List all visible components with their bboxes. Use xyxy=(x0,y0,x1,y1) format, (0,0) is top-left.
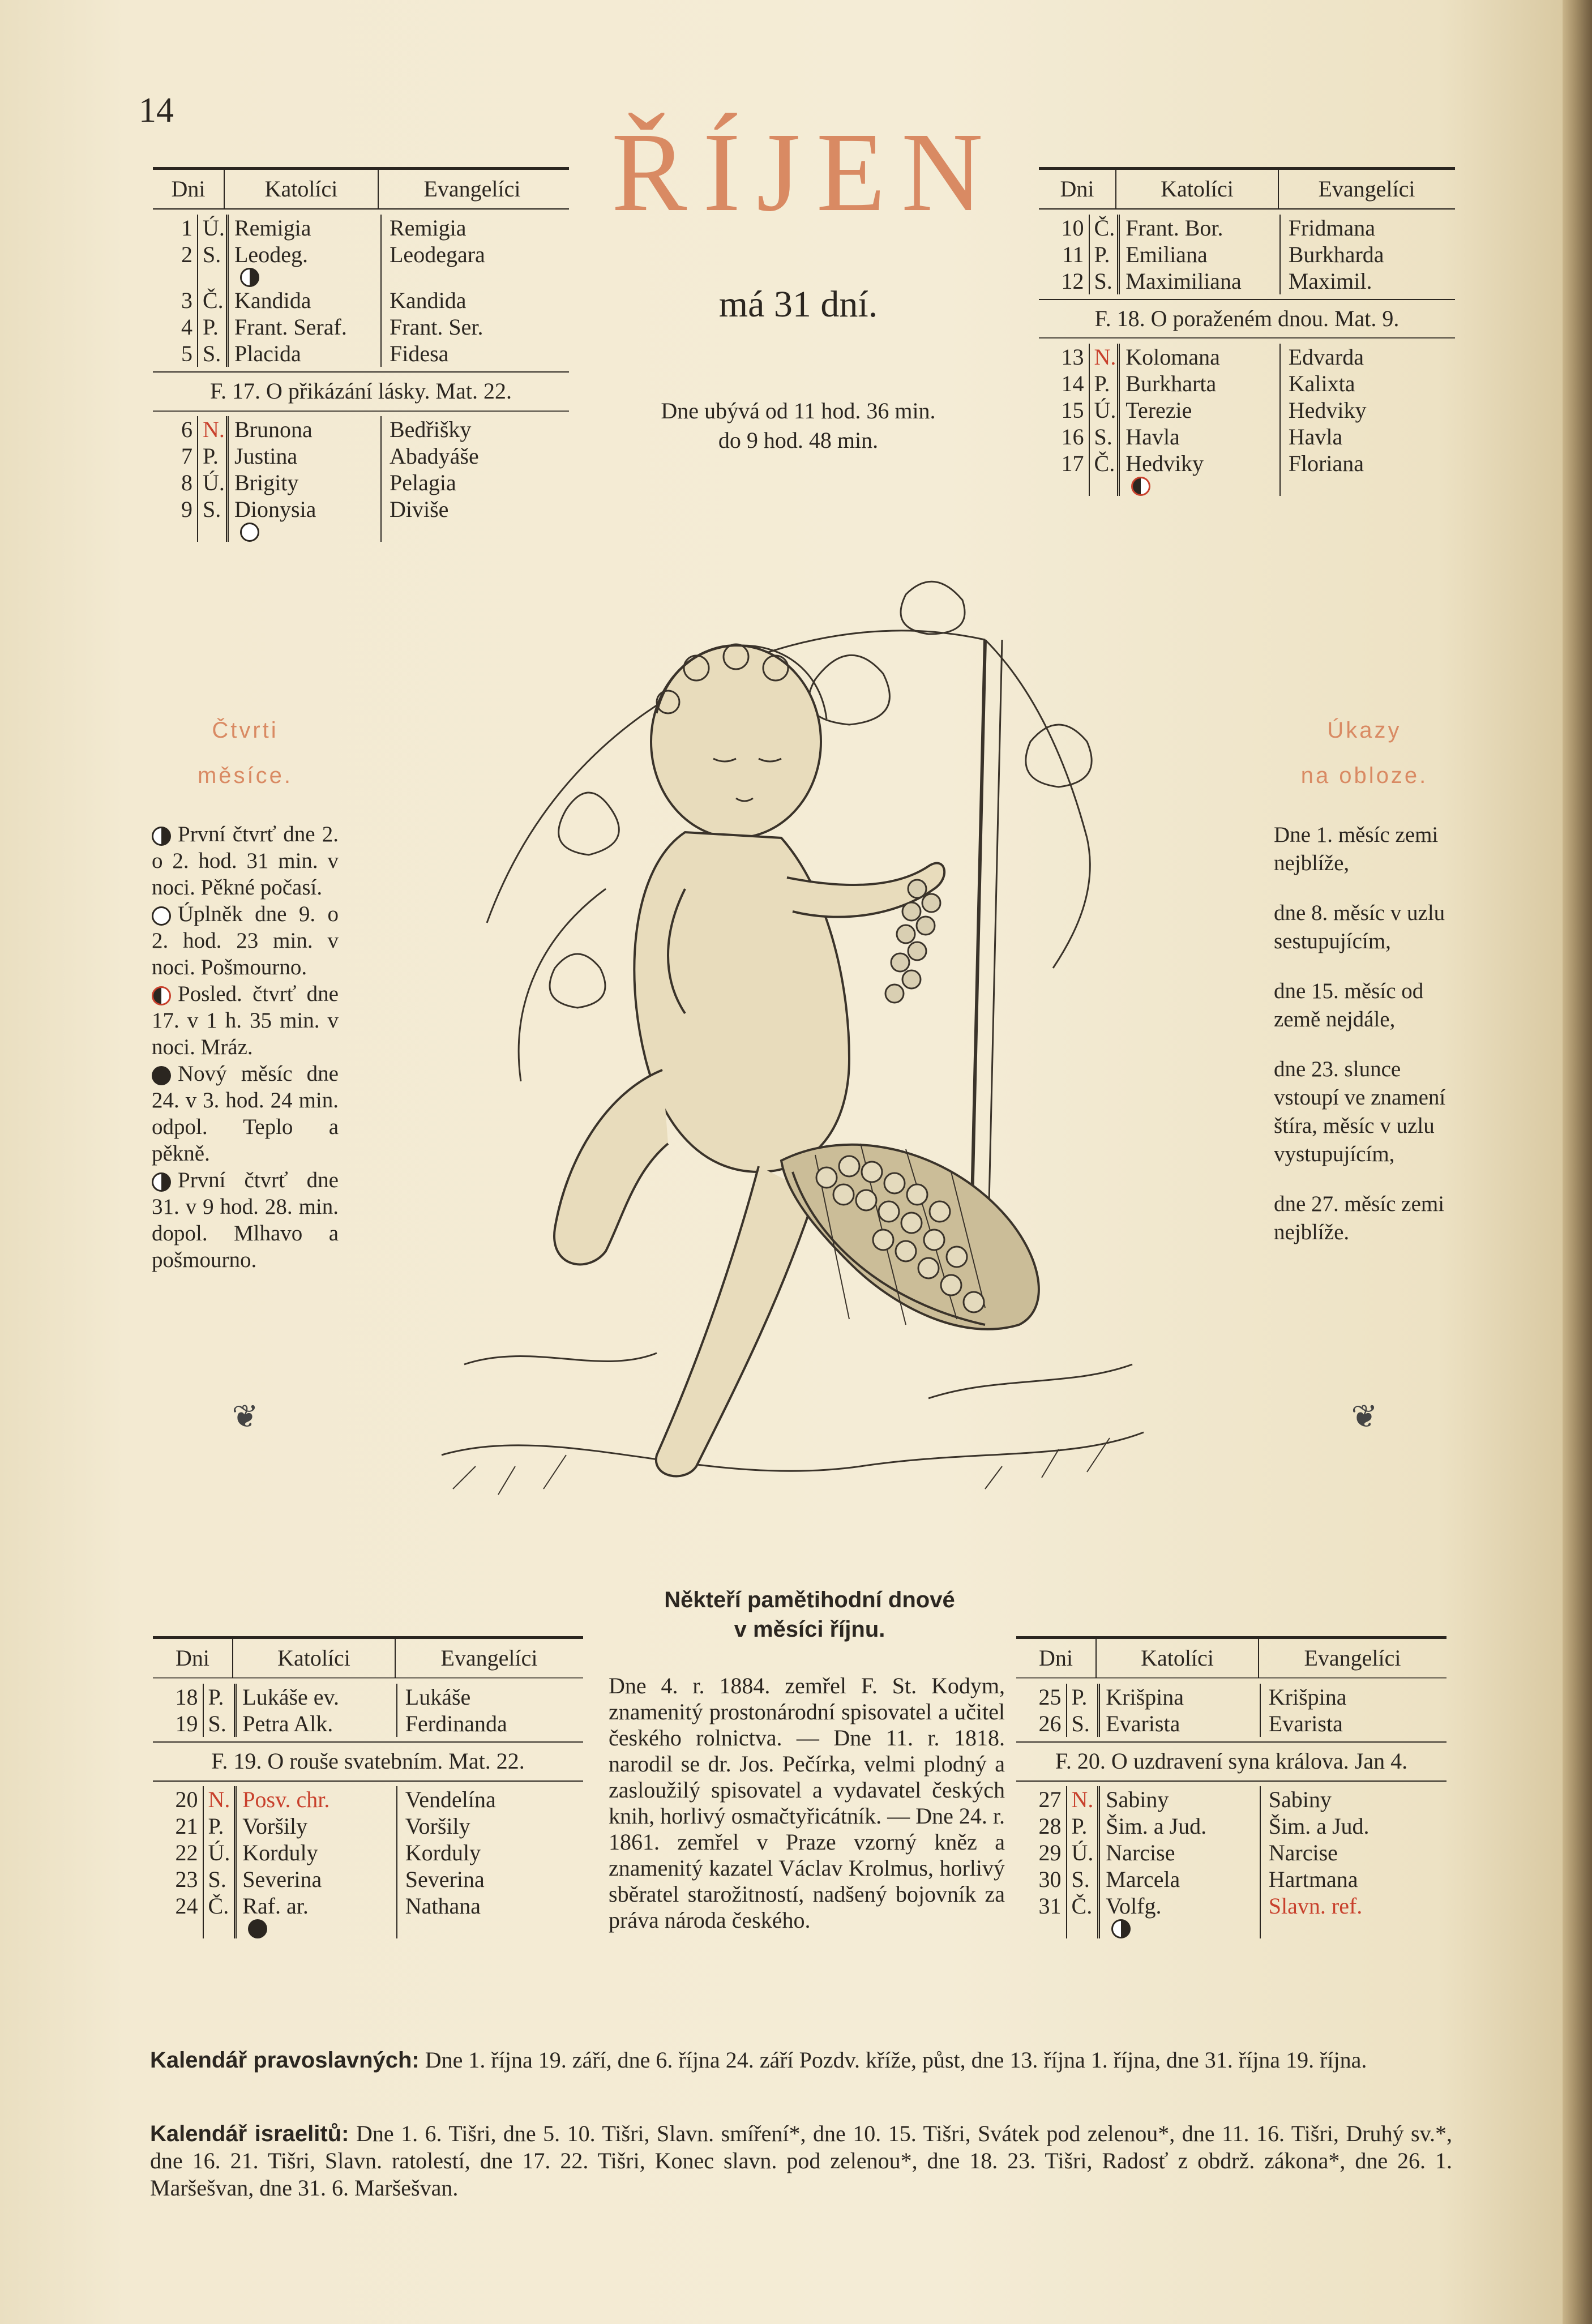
catholic-name: Hedviky xyxy=(1125,451,1204,476)
table-row xyxy=(1039,397,1455,423)
catholic-name-cell xyxy=(237,1866,397,1893)
day-length xyxy=(589,396,1008,455)
sunday-gospel: F. 19. O rouše svatebním. Mat. 22. xyxy=(153,1741,583,1782)
evangelical-name: Ferdinanda xyxy=(405,1711,507,1736)
table-row xyxy=(153,443,569,469)
day-number: 11 xyxy=(1062,242,1084,267)
table-rows xyxy=(1016,1679,1447,1741)
catholic-name: Narcise xyxy=(1106,1840,1175,1865)
moon-phase-text: První čtvrť dne 2. o 2. hod. 31 min. v noci. Pěkné počasí. xyxy=(152,822,339,900)
evangelical-name: Sabiny xyxy=(1268,1787,1332,1812)
weekday: P. xyxy=(203,1813,237,1839)
day-number: 14 xyxy=(1061,371,1084,396)
table-row xyxy=(1016,1893,1447,1938)
table-row xyxy=(153,1893,583,1938)
header-katolici: Katolíci xyxy=(1116,170,1279,208)
evangelical-name: Frant. Ser. xyxy=(390,314,483,340)
catholic-name-cell xyxy=(1100,1839,1260,1866)
table-row xyxy=(153,1786,583,1813)
weekday: S. xyxy=(203,1866,237,1893)
table-rows xyxy=(153,1782,583,1943)
day-length-line: Dne ubývá od 11 hod. 36 min. xyxy=(661,398,936,423)
weekday: S. xyxy=(1089,423,1120,450)
catholic-name-cell xyxy=(237,1684,397,1710)
catholic-name: Raf. ar. xyxy=(242,1893,309,1919)
table-row xyxy=(153,215,569,241)
day-number: 10 xyxy=(1061,215,1084,241)
memorable-days-title-line: Někteří pamětihodní dnové xyxy=(664,1587,955,1612)
moon-phases xyxy=(152,821,339,1273)
header-katolici: Katolíci xyxy=(225,170,379,208)
day-number: 6 xyxy=(181,417,192,442)
day-number: 30 xyxy=(1038,1867,1062,1892)
weekday: N. xyxy=(197,416,229,443)
day-number: 4 xyxy=(181,314,192,340)
table-row xyxy=(1039,450,1455,496)
day-number: 31 xyxy=(1038,1893,1062,1919)
full-moon-icon xyxy=(152,906,171,926)
memorable-days-text: Dne 4. r. 1884. zemřel F. St. Kodym, znamenitý prostonárodní spisovatel a učitel českého rolnictva. — Dne 11. r. 1818. narodil se dr. Jos. Pečírka, velmi plodný a zasloužilý spisovatel a vydavatel českých knih, horlivý osmačtyřicátník. — Dne 24. r. 1861. zemřel v Praze vzorný kněz a znamenitý kazatel Václav Krolmus, horlivý sběratel starožitností, nadšený bojovník za práva národa českého. xyxy=(609,1673,1005,1933)
weekday: S. xyxy=(1066,1710,1101,1737)
ornament-icon: ❦ xyxy=(1351,1399,1378,1435)
moon-phase-entry xyxy=(152,1060,339,1167)
header-dni: Dni xyxy=(153,1639,233,1677)
table-row xyxy=(153,496,569,542)
day-number: 28 xyxy=(1038,1813,1062,1839)
catholic-name-cell xyxy=(237,1786,397,1813)
catholic-name-cell xyxy=(229,469,382,496)
catholic-name-cell xyxy=(237,1813,397,1839)
month-title: ŘÍJEN xyxy=(611,110,999,235)
weekday: S. xyxy=(197,241,229,287)
evangelical-name: Hedviky xyxy=(1288,397,1367,423)
day-number: 25 xyxy=(1038,1684,1062,1710)
table-row xyxy=(153,416,569,443)
catholic-name-cell xyxy=(1100,1710,1260,1737)
catholic-name: Krišpina xyxy=(1106,1684,1184,1710)
evangelical-name: Burkharda xyxy=(1288,242,1384,267)
catholic-name: Sabiny xyxy=(1106,1787,1169,1812)
orthodox-calendar-text: Dne 1. října 19. září, dne 6. října 24. září Pozdv. kříže, půst, dne 13. října 1. října, dne 31. října 19. října. xyxy=(419,2047,1367,2073)
table-rows xyxy=(1016,1782,1447,1943)
weekday: S. xyxy=(203,1710,237,1737)
day-number: 12 xyxy=(1061,268,1084,294)
weekday: S. xyxy=(1066,1866,1101,1893)
phenomena-heading-line: Úkazy xyxy=(1327,718,1402,743)
table-row xyxy=(153,1710,583,1737)
first-quarter-icon xyxy=(240,268,259,287)
weekday: P. xyxy=(197,314,229,340)
header-dni: Dni xyxy=(1039,170,1116,208)
catholic-name: Dionysia xyxy=(234,497,316,522)
evangelical-name: Abadyáše xyxy=(390,443,479,469)
first-quarter-icon xyxy=(152,827,171,846)
table-row xyxy=(1016,1710,1447,1737)
table-row xyxy=(1016,1866,1447,1893)
table-row xyxy=(1039,423,1455,450)
evangelical-name: Floriana xyxy=(1288,451,1364,476)
table-header xyxy=(1016,1639,1447,1679)
catholic-name-cell xyxy=(1100,1893,1260,1938)
evangelical-name: Vendelína xyxy=(405,1787,496,1812)
table-row xyxy=(1039,268,1455,294)
catholic-name-cell xyxy=(229,215,382,241)
day-number: 23 xyxy=(175,1867,198,1892)
catholic-name-cell xyxy=(229,340,382,367)
day-number: 22 xyxy=(175,1840,198,1865)
phases-heading-line: měsíce. xyxy=(197,763,293,788)
table-row xyxy=(153,1684,583,1710)
month-subtitle: má 31 dní. xyxy=(718,284,878,325)
evangelical-name: Pelagia xyxy=(390,470,456,495)
sunday-gospel: F. 20. O uzdravení syna králova. Jan 4. xyxy=(1016,1741,1447,1782)
day-number: 24 xyxy=(175,1893,198,1919)
catholic-name-cell xyxy=(1100,1684,1260,1710)
day-number: 18 xyxy=(175,1684,198,1710)
catholic-name: Severina xyxy=(242,1867,322,1892)
table-row xyxy=(153,1839,583,1866)
table-rows xyxy=(153,1679,583,1741)
weekday: S. xyxy=(197,340,229,367)
table-row xyxy=(153,314,569,340)
day-number: 8 xyxy=(181,470,192,495)
weekday: Č. xyxy=(1089,215,1120,241)
evangelical-name: Fidesa xyxy=(390,341,449,366)
evangelical-name: Maximil. xyxy=(1288,268,1372,294)
moon-phase-entry xyxy=(152,821,339,901)
jewish-calendar-text: Dne 1. 6. Tišri, dne 5. 10. Tišri, Slavn. smíření*, dne 10. 15. Tišri, Svátek pod zelenou*, dne 11. 16. Tišri, Druhý sv.*, dne 16. 21. Tišri, Slavn. ratolestí, dne 17. 22. Tišri, Konec slavn. pod zelenou*, dne 18. 23. Tišri, Radosť z obdrž. zákona*, dne 26. 1. Maršešvan, dne 31. 6. Maršešvan. xyxy=(150,2121,1452,2201)
phases-heading xyxy=(152,708,339,798)
table-row xyxy=(153,340,569,367)
orthodox-calendar-lead: Kalendář pravoslavných: xyxy=(150,2048,420,2073)
day-number: 27 xyxy=(1038,1787,1062,1812)
day-number: 1 xyxy=(181,215,192,241)
book-spine xyxy=(1563,0,1592,2324)
first-quarter-icon xyxy=(1111,1919,1131,1938)
evangelical-name: Krišpina xyxy=(1268,1684,1347,1710)
jewish-calendar xyxy=(150,2120,1452,2202)
weekday: S. xyxy=(197,496,229,542)
evangelical-name: Hartmana xyxy=(1268,1867,1358,1892)
phenomena-heading xyxy=(1274,708,1455,798)
evangelical-name: Nathana xyxy=(405,1893,481,1919)
new-moon-icon xyxy=(248,1919,267,1938)
catholic-name: Marcela xyxy=(1106,1867,1180,1892)
catholic-name: Kolomana xyxy=(1125,344,1220,370)
table-row xyxy=(1016,1813,1447,1839)
catholic-name-cell xyxy=(229,241,382,287)
day-number: 7 xyxy=(181,443,192,469)
moon-phase-text: První čtvrť dne 31. v 9 hod. 28. min. dopol. Mlhavo a pošmourno. xyxy=(152,1168,339,1272)
evangelical-name: Voršily xyxy=(405,1813,470,1839)
evangelical-name: Diviše xyxy=(390,497,449,522)
weekday: P. xyxy=(1066,1813,1101,1839)
catholic-name: Brunona xyxy=(234,417,313,442)
evangelical-name: Fridmana xyxy=(1288,215,1376,241)
day-number: 2 xyxy=(181,242,192,267)
catholic-name: Posv. chr. xyxy=(242,1787,330,1812)
weekday: Ú. xyxy=(1066,1839,1101,1866)
first-quarter-icon xyxy=(152,1172,171,1192)
moon-phase-text: Nový měsíc dne 24. v 3. hod. 24 min. odpol. Teplo a pěkně. xyxy=(152,1062,339,1166)
catholic-name-cell xyxy=(1120,423,1280,450)
catholic-name-cell xyxy=(1120,215,1280,241)
catholic-name-cell xyxy=(229,496,382,542)
table-rows xyxy=(1039,210,1455,299)
table-row xyxy=(1016,1786,1447,1813)
evangelical-name: Leodegara xyxy=(390,242,485,267)
catholic-name: Šim. a Jud. xyxy=(1106,1813,1207,1839)
memorable-days-title xyxy=(600,1585,1019,1644)
table-header xyxy=(153,1639,583,1679)
phases-heading-line: Čtvrti xyxy=(212,718,279,743)
catholic-name: Terezie xyxy=(1125,397,1192,423)
evangelical-name: Korduly xyxy=(405,1840,481,1865)
evangelical-name: Bedřišky xyxy=(390,417,472,442)
catholic-name: Petra Alk. xyxy=(242,1711,333,1736)
table-row xyxy=(153,287,569,314)
catholic-name-cell xyxy=(1120,344,1280,370)
catholic-name: Placida xyxy=(234,341,301,366)
catholic-name: Kandida xyxy=(234,288,311,313)
moon-phase-text: Úplněk dne 9. o 2. hod. 23 min. v noci. Pošmourno. xyxy=(152,902,339,979)
catholic-name-cell xyxy=(1120,241,1280,268)
header-evangelici: Evangelíci xyxy=(423,176,521,202)
catholic-name-cell xyxy=(229,416,382,443)
catholic-name: Burkharta xyxy=(1125,371,1217,396)
catholic-name: Lukáše ev. xyxy=(242,1684,339,1710)
catholic-name: Korduly xyxy=(242,1840,318,1865)
catholic-name: Havla xyxy=(1125,424,1180,450)
weekday: P. xyxy=(203,1684,237,1710)
evangelical-name: Evarista xyxy=(1268,1711,1343,1736)
table-row xyxy=(153,1866,583,1893)
day-number: 5 xyxy=(181,341,192,366)
header-katolici: Katolíci xyxy=(1097,1639,1259,1677)
catholic-name-cell xyxy=(229,287,382,314)
table-row xyxy=(1039,241,1455,268)
day-number: 29 xyxy=(1038,1840,1062,1865)
sky-phenomena xyxy=(1274,821,1455,1268)
catholic-name-cell xyxy=(1100,1866,1260,1893)
catholic-name-cell xyxy=(1120,450,1280,496)
table-row xyxy=(153,241,569,287)
phenomenon-entry: dne 15. měsíc od země nejdále, xyxy=(1274,979,1424,1032)
catholic-name: Brigity xyxy=(234,470,299,495)
evangelical-name: Šim. a Jud. xyxy=(1268,1813,1370,1839)
weekday: Č. xyxy=(1066,1893,1101,1938)
catholic-name: Evarista xyxy=(1106,1711,1180,1736)
day-number: 17 xyxy=(1061,451,1084,476)
phenomenon-entry: dne 27. měsíc zemi nejblíže. xyxy=(1274,1192,1445,1244)
table-rows xyxy=(1039,339,1455,500)
catholic-name-cell xyxy=(237,1710,397,1737)
ornament-icon: ❦ xyxy=(232,1399,259,1435)
calendar-table-days-10-17 xyxy=(1039,167,1455,500)
evangelical-name: Havla xyxy=(1288,424,1343,450)
catholic-name: Frant. Seraf. xyxy=(234,314,347,340)
last-quarter-icon xyxy=(152,986,171,1005)
phenomenon-entry: dne 23. slunce vstoupí ve znamení štíra, měsíc v uzlu vystupujícím, xyxy=(1274,1057,1446,1166)
day-number: 26 xyxy=(1038,1711,1062,1736)
catholic-name: Remigia xyxy=(234,215,311,241)
evangelical-name: Slavn. ref. xyxy=(1268,1893,1363,1919)
weekday: P. xyxy=(1089,241,1120,268)
table-rows xyxy=(153,210,569,371)
weekday: Ú. xyxy=(203,1839,237,1866)
table-row xyxy=(1016,1839,1447,1866)
evangelical-name: Narcise xyxy=(1268,1840,1338,1865)
catholic-name: Frant. Bor. xyxy=(1125,215,1223,241)
orthodox-calendar xyxy=(150,2047,1452,2074)
evangelical-name: Kalixta xyxy=(1288,371,1355,396)
day-number: 9 xyxy=(181,497,192,522)
header-dni: Dni xyxy=(153,170,225,208)
weekday: N. xyxy=(1066,1786,1101,1813)
phenomena-heading-line: na obloze. xyxy=(1300,763,1428,788)
day-number: 13 xyxy=(1061,344,1084,370)
table-row xyxy=(1039,370,1455,397)
weekday: P. xyxy=(197,443,229,469)
weekday: N. xyxy=(203,1786,237,1813)
catholic-name-cell xyxy=(229,314,382,340)
evangelical-name: Kandida xyxy=(390,288,467,313)
day-number: 21 xyxy=(175,1813,198,1839)
page-number: 14 xyxy=(139,91,174,130)
weekday: N. xyxy=(1089,344,1120,370)
table-row xyxy=(153,469,569,496)
weekday: S. xyxy=(1089,268,1120,294)
last-quarter-icon xyxy=(1131,477,1150,496)
day-number: 19 xyxy=(175,1711,198,1736)
header-katolici: Katolíci xyxy=(233,1639,396,1677)
table-rows xyxy=(153,412,569,546)
catholic-name-cell xyxy=(1100,1786,1260,1813)
weekday: Ú. xyxy=(197,215,229,241)
moon-phase-text: Posled. čtvrť dne 17. v 1 h. 35 min. v noci. Mráz. xyxy=(152,982,339,1059)
weekday: P. xyxy=(1066,1684,1101,1710)
catholic-name-cell xyxy=(1120,268,1280,294)
catholic-name-cell xyxy=(229,443,382,469)
new-moon-icon xyxy=(152,1066,171,1085)
catholic-name-cell xyxy=(1100,1813,1260,1839)
catholic-name: Volfg. xyxy=(1106,1893,1162,1919)
table-row xyxy=(1039,344,1455,370)
catholic-name: Leodeg. xyxy=(234,242,308,267)
catholic-name: Voršily xyxy=(242,1813,308,1839)
catholic-name-cell xyxy=(237,1893,397,1938)
jewish-calendar-lead: Kalendář israelitů: xyxy=(150,2121,349,2146)
calendar-table-days-18-24 xyxy=(153,1636,583,1943)
day-number: 16 xyxy=(1061,424,1084,450)
moon-phase-entry xyxy=(152,981,339,1060)
day-number: 15 xyxy=(1061,397,1084,423)
moon-phase-entry xyxy=(152,1167,339,1273)
day-number: 3 xyxy=(181,288,192,313)
phenomenon-entry: Dne 1. měsíc zemi nejblíže, xyxy=(1274,823,1439,875)
table-header xyxy=(1039,170,1455,210)
cherub-grapes-illustration xyxy=(419,572,1155,1534)
weekday: P. xyxy=(1089,370,1120,397)
catholic-name: Emiliana xyxy=(1125,242,1208,267)
table-row xyxy=(1039,215,1455,241)
weekday: Č. xyxy=(203,1893,237,1938)
table-row xyxy=(1016,1684,1447,1710)
weekday: Č. xyxy=(197,287,229,314)
day-length-line: do 9 hod. 48 min. xyxy=(718,427,879,453)
evangelical-name: Lukáše xyxy=(405,1684,471,1710)
weekday: Ú. xyxy=(1089,397,1120,423)
table-header xyxy=(153,170,569,210)
header-evangelici: Evangelíci xyxy=(440,1645,538,1671)
sunday-gospel: F. 17. O přikázání lásky. Mat. 22. xyxy=(153,371,569,412)
header-evangelici: Evangelíci xyxy=(1304,1645,1401,1671)
moon-phase-entry xyxy=(152,901,339,981)
evangelical-name: Edvarda xyxy=(1288,344,1364,370)
catholic-name-cell xyxy=(1120,370,1280,397)
evangelical-name: Remigia xyxy=(390,215,467,241)
full-moon-icon xyxy=(240,523,259,542)
calendar-table-days-25-31 xyxy=(1016,1636,1447,1943)
catholic-name: Justina xyxy=(234,443,298,469)
table-row xyxy=(153,1813,583,1839)
header-evangelici: Evangelíci xyxy=(1318,176,1415,202)
weekday: Č. xyxy=(1089,450,1120,496)
evangelical-name: Severina xyxy=(405,1867,485,1892)
weekday: Ú. xyxy=(197,469,229,496)
memorable-days-title-line: v měsíci říjnu. xyxy=(734,1617,885,1642)
day-number: 20 xyxy=(175,1787,198,1812)
catholic-name-cell xyxy=(237,1839,397,1866)
catholic-name-cell xyxy=(1120,397,1280,423)
catholic-name: Maximiliana xyxy=(1125,268,1242,294)
calendar-table-days-1-9 xyxy=(153,167,569,546)
sunday-gospel: F. 18. O poraženém dnou. Mat. 9. xyxy=(1039,299,1455,339)
header-dni: Dni xyxy=(1016,1639,1097,1677)
phenomenon-entry: dne 8. měsíc v uzlu sestupujícím, xyxy=(1274,901,1445,953)
